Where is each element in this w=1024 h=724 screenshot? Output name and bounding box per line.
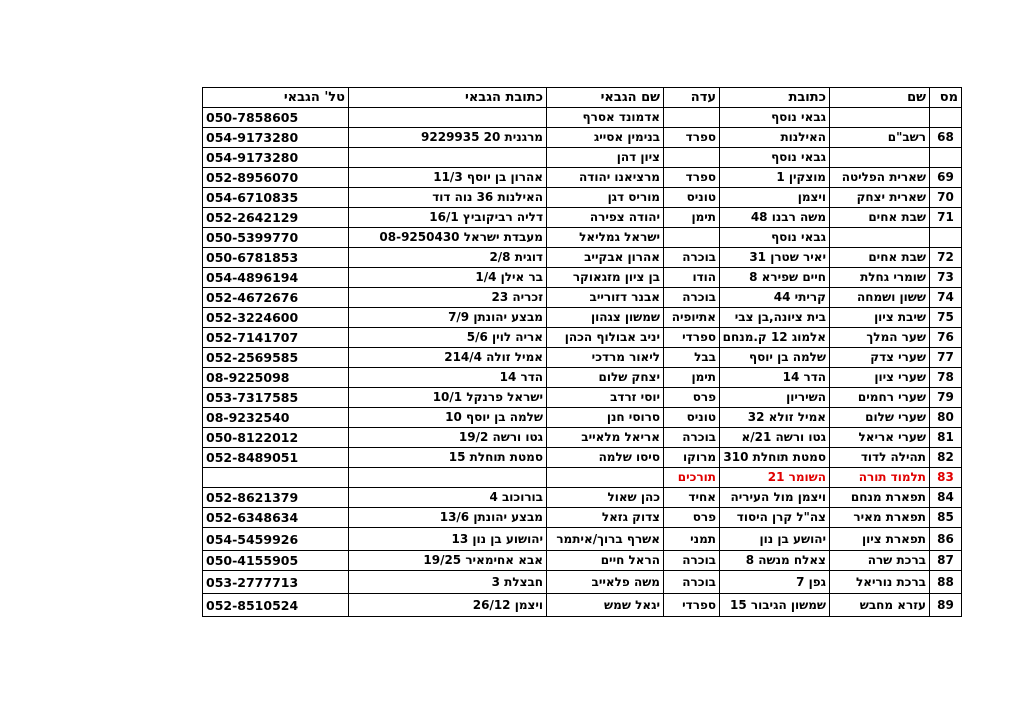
header-community: עדה (664, 88, 720, 108)
row-number: 68 (930, 128, 962, 148)
row-address: אלמוג 12 ק.מנחם (720, 328, 830, 348)
row-address: משה רבנו 48 (720, 208, 830, 228)
row-gabbai-address: מבצע יהונתן 7/9 (349, 308, 547, 328)
row-community: בוכרה (664, 551, 720, 571)
row-number: 80 (930, 408, 962, 428)
row-gabbai-address: בורוכוב 4 (349, 488, 547, 508)
row-number: 83 (930, 468, 962, 488)
row-address: אמיל זולא 32 (720, 408, 830, 428)
row-name: שערי צדק (830, 348, 930, 368)
row-gabbai: אבנר דזורייב (547, 288, 664, 308)
row-number: 85 (930, 508, 962, 528)
row-gabbai-phone: 052-8510524 (203, 594, 349, 617)
header-row (203, 88, 962, 108)
row-gabbai-address: אריה לוין 5/6 (349, 328, 547, 348)
row-community: בוכרה (664, 428, 720, 448)
table-row (203, 594, 962, 617)
row-gabbai-address: בר אילן 1/4 (349, 268, 547, 288)
row-gabbai-address: שלמה בן יוסף 10 (349, 408, 547, 428)
table-row (203, 128, 962, 148)
row-number (930, 228, 962, 248)
row-number: 71 (930, 208, 962, 228)
row-gabbai-phone: 052-4672676 (203, 288, 349, 308)
row-name: תלמוד תורה (830, 468, 930, 488)
row-gabbai-address (349, 148, 547, 168)
row-gabbai: שמשון צגהון (547, 308, 664, 328)
row-community: ספרדי (664, 594, 720, 617)
row-gabbai-address: אבא אחימאיר 19/25 (349, 551, 547, 571)
row-community (664, 228, 720, 248)
row-gabbai: יניב אבולוף הכהן (547, 328, 664, 348)
row-address: גבאי נוסף (720, 148, 830, 168)
row-gabbai: סיסו שלמה (547, 448, 664, 468)
row-name: שערי ציון (830, 368, 930, 388)
header-gabbai: שם הגבאי (547, 88, 664, 108)
row-gabbai-phone: 054-9173280 (203, 128, 349, 148)
row-community: ספרד (664, 168, 720, 188)
row-gabbai: כהן שאול (547, 488, 664, 508)
row-community: אתיופיה (664, 308, 720, 328)
table-row (203, 148, 962, 168)
row-gabbai-address: סמטת תוחלת 15 (349, 448, 547, 468)
row-number: 73 (930, 268, 962, 288)
row-gabbai-address (349, 108, 547, 128)
row-gabbai-phone: 052-2569585 (203, 348, 349, 368)
row-address: צאלח מנשה 8 (720, 551, 830, 571)
row-gabbai-phone: 052-7141707 (203, 328, 349, 348)
row-gabbai-phone: 050-4155905 (203, 551, 349, 571)
row-gabbai-phone: 050-7858605 (203, 108, 349, 128)
row-gabbai: בן ציון מזגאוקר (547, 268, 664, 288)
row-community: תמני (664, 528, 720, 551)
table-row (203, 551, 962, 571)
row-gabbai-phone: 054-9173280 (203, 148, 349, 168)
row-gabbai-phone: 052-6348634 (203, 508, 349, 528)
table-row (203, 528, 962, 551)
row-gabbai: יוסי זרדב (547, 388, 664, 408)
row-community: תורכים (664, 468, 720, 488)
row-community: פרס (664, 508, 720, 528)
row-gabbai: הראל חיים (547, 551, 664, 571)
row-gabbai-phone: 053-7317585 (203, 388, 349, 408)
row-gabbai: משה פלאייב (547, 571, 664, 594)
row-gabbai-phone: 08-9232540 (203, 408, 349, 428)
row-address: ויצמן (720, 188, 830, 208)
row-name: שבת אחים (830, 208, 930, 228)
row-number: 76 (930, 328, 962, 348)
row-gabbai-address: ויצמן 26/12 (349, 594, 547, 617)
table-row (203, 228, 962, 248)
row-name: שארית יצחק (830, 188, 930, 208)
row-address: גטו ורשה 21/א (720, 428, 830, 448)
row-name: שבת אחים (830, 248, 930, 268)
row-number: 78 (930, 368, 962, 388)
row-address: האילנות (720, 128, 830, 148)
row-gabbai-address: דליה רביקוביץ 16/1 (349, 208, 547, 228)
row-gabbai-phone: 08-9225098 (203, 368, 349, 388)
row-gabbai-phone (203, 468, 349, 488)
row-community: תימן (664, 208, 720, 228)
row-name: שומרי גחלת (830, 268, 930, 288)
table-row (203, 468, 962, 488)
row-gabbai-address: יהושוע בן נון 13 (349, 528, 547, 551)
row-gabbai-address: מבצע יהונתן 13/6 (349, 508, 547, 528)
row-address: גבאי נוסף (720, 108, 830, 128)
row-gabbai: יגאל שמש (547, 594, 664, 617)
row-number (930, 148, 962, 168)
row-gabbai-address: אהרון בן יוסף 11/3 (349, 168, 547, 188)
row-name: עזרא מחבש (830, 594, 930, 617)
row-gabbai-phone: 053-2777713 (203, 571, 349, 594)
table-row (203, 348, 962, 368)
row-name: שערי רחמים (830, 388, 930, 408)
table-row (203, 208, 962, 228)
row-gabbai-phone: 054-6710835 (203, 188, 349, 208)
row-name (830, 108, 930, 128)
row-name: שיבת ציון (830, 308, 930, 328)
row-address: הדר 14 (720, 368, 830, 388)
row-address: גפן 7 (720, 571, 830, 594)
row-gabbai: צדוק גזאל (547, 508, 664, 528)
row-community: בבל (664, 348, 720, 368)
row-gabbai-address (349, 468, 547, 488)
header-num: מס (930, 88, 962, 108)
row-gabbai-phone: 052-8489051 (203, 448, 349, 468)
row-number: 75 (930, 308, 962, 328)
row-gabbai-address: חבצלת 3 (349, 571, 547, 594)
table-row (203, 248, 962, 268)
row-gabbai: מוריס דגן (547, 188, 664, 208)
table-row (203, 328, 962, 348)
row-gabbai: אהרון אבקייב (547, 248, 664, 268)
row-gabbai: יצחק שלום (547, 368, 664, 388)
row-community: תימן (664, 368, 720, 388)
row-address: בית ציונה,בן צבי (720, 308, 830, 328)
table-row (203, 571, 962, 594)
row-community: טוניס (664, 408, 720, 428)
row-number: 87 (930, 551, 962, 571)
row-community (664, 108, 720, 128)
row-gabbai-phone: 050-5399770 (203, 228, 349, 248)
row-number: 84 (930, 488, 962, 508)
row-name: שערי אריאל (830, 428, 930, 448)
row-gabbai-address: דוגית 2/8 (349, 248, 547, 268)
row-community: אחיד (664, 488, 720, 508)
row-gabbai-phone: 052-2642129 (203, 208, 349, 228)
row-name: תפארת מנחם (830, 488, 930, 508)
row-address: שמשון הגיבור 15 (720, 594, 830, 617)
row-community: מרוקו (664, 448, 720, 468)
row-name: ברכת נוריאל (830, 571, 930, 594)
row-address: סמטת תוחלת 310 (720, 448, 830, 468)
row-number: 74 (930, 288, 962, 308)
row-name: תפארת ציון (830, 528, 930, 551)
row-address: שלמה בן יוסף (720, 348, 830, 368)
row-community: בוכרה (664, 288, 720, 308)
row-gabbai: ישראל גמליאל (547, 228, 664, 248)
row-gabbai-phone: 054-5459926 (203, 528, 349, 551)
table-row (203, 108, 962, 128)
row-address: יאיר שטרן 31 (720, 248, 830, 268)
row-address: ויצמן מול העיריה (720, 488, 830, 508)
row-gabbai-phone: 050-8122012 (203, 428, 349, 448)
row-name (830, 148, 930, 168)
row-gabbai-address: אמיל זולה 214/4 (349, 348, 547, 368)
row-gabbai: אדמונד אסרף (547, 108, 664, 128)
row-gabbai-address: האילנות 36 נוה דוד (349, 188, 547, 208)
row-number: 89 (930, 594, 962, 617)
row-number: 77 (930, 348, 962, 368)
table-row (203, 308, 962, 328)
table-row (203, 508, 962, 528)
row-community: בוכרה (664, 248, 720, 268)
row-gabbai: ליאור מרדכי (547, 348, 664, 368)
row-name: תפארת מאיר (830, 508, 930, 528)
row-gabbai-address: מרגנית 20 9229935 (349, 128, 547, 148)
row-community (664, 148, 720, 168)
row-name (830, 228, 930, 248)
row-name: רשב"ם (830, 128, 930, 148)
row-gabbai-phone: 052-3224600 (203, 308, 349, 328)
table-row (203, 448, 962, 468)
row-community: טוניס (664, 188, 720, 208)
row-gabbai-address: זכריה 23 (349, 288, 547, 308)
row-address: חיים שפירא 8 (720, 268, 830, 288)
row-community: ספרדי (664, 328, 720, 348)
row-name: שארית הפליטה (830, 168, 930, 188)
row-number: 86 (930, 528, 962, 551)
row-gabbai-phone: 052-8956070 (203, 168, 349, 188)
row-address: יהושע בן נון (720, 528, 830, 551)
table-row (203, 268, 962, 288)
row-community: הודו (664, 268, 720, 288)
row-gabbai-phone: 052-8621379 (203, 488, 349, 508)
row-gabbai-address: גטו ורשה 19/2 (349, 428, 547, 448)
table-row (203, 288, 962, 308)
row-address: צה"ל קרן היסוד (720, 508, 830, 528)
row-gabbai: סרוסי חנן (547, 408, 664, 428)
row-name: ששון ושמחה (830, 288, 930, 308)
table-row (203, 488, 962, 508)
row-name: שערי שלום (830, 408, 930, 428)
header-name: שם (830, 88, 930, 108)
row-number: 79 (930, 388, 962, 408)
row-number: 82 (930, 448, 962, 468)
row-gabbai-address: הדר 14 (349, 368, 547, 388)
row-gabbai: אשרף ברוך/איתמר (547, 528, 664, 551)
row-number: 70 (930, 188, 962, 208)
row-number: 81 (930, 428, 962, 448)
row-gabbai: בנימין אסייג (547, 128, 664, 148)
table-row (203, 368, 962, 388)
row-address: השיריון (720, 388, 830, 408)
row-address: השומר 21 (720, 468, 830, 488)
header-gabbai-address: כתובת הגבאי (349, 88, 547, 108)
row-address: מוצקין 1 (720, 168, 830, 188)
row-gabbai-phone: 054-4896194 (203, 268, 349, 288)
table-row (203, 428, 962, 448)
row-gabbai-address: מעבדת ישראל 08-9250430 (349, 228, 547, 248)
row-number: 69 (930, 168, 962, 188)
table-row (203, 388, 962, 408)
header-gabbai-phone: טל' הגבאי (203, 88, 349, 108)
row-gabbai: יהודה צפירה (547, 208, 664, 228)
table-row (203, 408, 962, 428)
row-number: 88 (930, 571, 962, 594)
row-number (930, 108, 962, 128)
row-name: תהילה לדוד (830, 448, 930, 468)
row-gabbai: אריאל מלאייב (547, 428, 664, 448)
row-gabbai-address: ישראל פרנקל 10/1 (349, 388, 547, 408)
row-community: בוכרה (664, 571, 720, 594)
row-number: 72 (930, 248, 962, 268)
row-gabbai: ציון דהן (547, 148, 664, 168)
table-row (203, 168, 962, 188)
row-name: שער המלך (830, 328, 930, 348)
row-community: ספרד (664, 128, 720, 148)
row-gabbai (547, 468, 664, 488)
row-gabbai-phone: 050-6781853 (203, 248, 349, 268)
synagogue-table (202, 87, 962, 617)
row-name: ברכת שרה (830, 551, 930, 571)
row-gabbai: מרציאנו יהודה (547, 168, 664, 188)
table-row (203, 188, 962, 208)
row-address: קריתי 44 (720, 288, 830, 308)
row-address: גבאי נוסף (720, 228, 830, 248)
row-community: פרס (664, 388, 720, 408)
header-address: כתובת (720, 88, 830, 108)
